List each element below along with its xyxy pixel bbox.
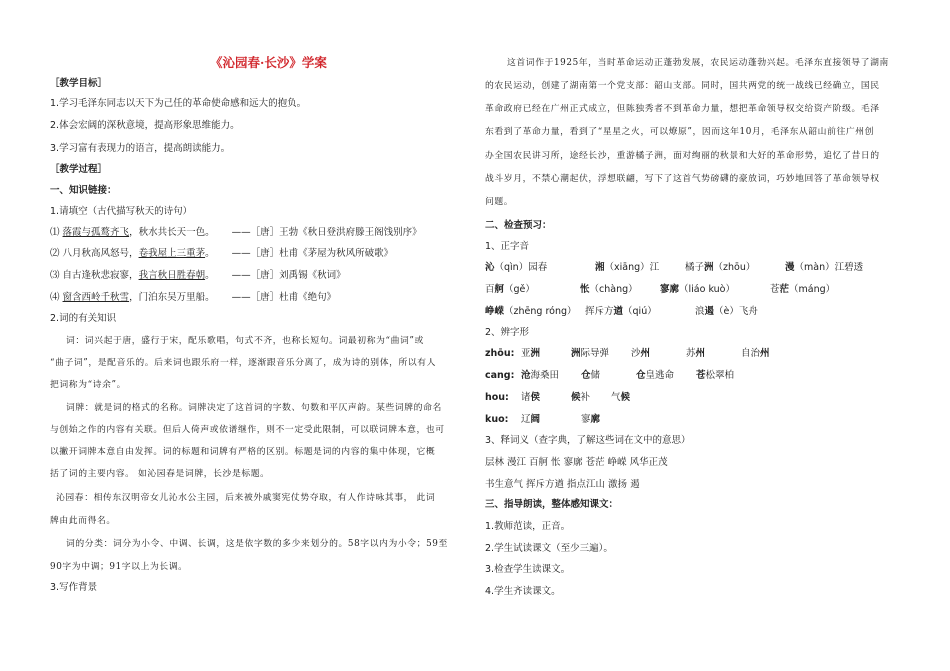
target-char: 州 <box>695 348 706 359</box>
plain-chars: 诸 <box>521 392 531 403</box>
character-form-row <box>485 370 756 382</box>
pronunciation-item <box>485 306 585 318</box>
pronunciation-row <box>485 262 885 274</box>
plain-chars: 挥斥方 <box>585 306 614 317</box>
plain-chars: 寥 <box>581 414 591 425</box>
background-line: 问题。 <box>485 197 514 207</box>
target-char: 怅 <box>580 284 590 295</box>
reading-item: 3.检查学生读课文。 <box>485 564 571 575</box>
target-char: 仓 <box>636 370 646 381</box>
background-line: 这首词作于1925年，当时革命运动正蓬勃发展，农民运动蓬勃兴起。毛泽东直接领导了湖南 <box>507 58 889 68</box>
page-title: 《沁园春·长沙》学案 <box>210 55 327 70</box>
ci-class-line: 词的分类：词分为小令、中调、长调，这是依字数的多少来划分的。58字以内为小令；59至 <box>66 539 448 549</box>
target-char: 湘 <box>595 262 605 273</box>
poem-num: ⑷ <box>50 292 60 303</box>
reading-item: 4.学生齐读课文。 <box>485 586 561 597</box>
poem-blank: 窗含西岭千秋雪 <box>62 292 130 303</box>
section-heading: 二、检查预习： <box>485 220 552 231</box>
word-item <box>636 370 696 382</box>
target-char: 州 <box>640 348 651 359</box>
ci-heading: 2.词的有关知识 <box>50 313 117 324</box>
pronunciation-row <box>485 306 795 318</box>
ci-class-line: 90字为中调；91字以上为长调。 <box>50 562 188 572</box>
pinyin: （zhōu） <box>713 262 756 273</box>
fill-heading: 1.请填空（古代描写秋天的诗句） <box>50 206 193 217</box>
target-char: 茫 <box>779 284 790 295</box>
word-item <box>521 348 571 360</box>
pronunciation-item <box>685 262 785 274</box>
plain-chars: 浪 <box>695 306 705 317</box>
word-item <box>571 348 631 360</box>
pronunciation-row <box>485 284 870 296</box>
character-form-row <box>485 348 801 360</box>
target-char: 候 <box>571 392 581 403</box>
cipai-paragraph-line: 括了词的主要内容。 如沁园春是词牌，长沙是标题。 <box>50 469 270 479</box>
word-item <box>521 414 581 426</box>
target-char: 廓 <box>590 414 601 425</box>
poem-num: ⑵ <box>50 248 60 259</box>
background-line: 战斗岁月，不禁心潮起伏，浮想联翩，写下了这首气势磅礴的豪放词，巧妙地回答了革命领导权 <box>485 174 880 184</box>
poem-line <box>50 292 336 304</box>
poem-num: ⑴ <box>50 227 60 238</box>
target-char: 苍 <box>696 370 706 381</box>
target-char: 遏 <box>704 306 715 317</box>
pinyin-label: zhōu: <box>485 348 515 359</box>
target-char: 洲 <box>704 262 714 273</box>
meaning-row: 层林 漫江 百舸 怅 寥廓 苍茫 峥嵘 风华正茂 <box>485 457 668 468</box>
target-char: 舸 <box>494 284 505 295</box>
target-char: 峥嵘 <box>485 306 505 317</box>
pronunciation-item <box>660 284 770 296</box>
pinyin: （màn）江碧透 <box>794 262 864 273</box>
target-char: 漫 <box>785 262 795 273</box>
character-form-row <box>485 392 661 404</box>
section-heading: 三、指导朗读，整体感知课文： <box>485 499 619 510</box>
pronunciation-item <box>585 306 695 318</box>
poem-source: ——［唐］刘禹锡《秋词》 <box>231 270 346 281</box>
poem-blank: 落霞与孤鹜齐飞 <box>62 227 130 238</box>
character-form-row <box>485 414 641 426</box>
target-char: 沧 <box>521 370 531 381</box>
word-item <box>521 392 571 404</box>
background-heading: 3.写作背景 <box>50 582 98 593</box>
plain-chars: 亚 <box>521 348 531 359</box>
background-line: 的农民运动，创建了湖南第一个党支部：韶山支部。同时，国共两党的统一战线已经确立，国民 <box>485 81 880 91</box>
target-char: 洲 <box>571 348 581 359</box>
pinyin: （zhēng róng） <box>504 306 577 317</box>
target-char: 候 <box>620 392 631 403</box>
plain-chars: 苏 <box>686 348 696 359</box>
word-item <box>696 370 756 382</box>
poem-line <box>50 248 393 260</box>
poem-rest: ，秋水共长天一色。 <box>129 227 215 238</box>
poem-blank: 卷我屋上三重茅 <box>138 248 206 259</box>
target-char: 洲 <box>530 348 541 359</box>
plain-chars: 际导弹 <box>580 348 610 359</box>
pinyin: （máng） <box>789 284 836 295</box>
target-char: 遒 <box>613 306 624 317</box>
background-line: 东看到了革命力量，看到了“星星之火，可以燎原”，因而这年10月，毛泽东从韶山前往广州创 <box>485 127 875 137</box>
poem-source: ——［唐］杜甫《绝句》 <box>231 292 337 303</box>
pronunciation-item <box>695 306 795 318</box>
goal-item: 2.体会宏阔的深秋意境，提高形象思维能力。 <box>50 120 240 131</box>
goals-heading: ［教学目标］ <box>50 78 108 89</box>
plain-chars: 海桑田 <box>530 370 560 381</box>
target-char: 侯 <box>530 392 541 403</box>
word-item <box>581 414 641 426</box>
pinyin: （è）飞舟 <box>714 306 758 317</box>
word-item <box>571 392 611 404</box>
pinyin: （qìn）园春 <box>494 262 548 273</box>
ci-paragraph-line: “曲子词”，是配音乐的。后来词也跟乐府一样，逐渐跟音乐分离了，成为诗的别体，所以有人 <box>50 358 437 368</box>
pronunciation-item <box>595 262 685 274</box>
poem-blank: 我言秋日胜春朝 <box>138 270 206 281</box>
pinyin: （liáo kuò） <box>679 284 735 295</box>
process-heading: ［教学过程］ <box>50 164 108 175</box>
pronunciation-item <box>785 262 885 274</box>
pinyin: （chàng） <box>589 284 638 295</box>
pronunciation-item <box>485 262 595 274</box>
target-char: 阔 <box>530 414 541 425</box>
word-item <box>686 348 741 360</box>
pronunciation-item <box>580 284 660 296</box>
pinyin: （gě） <box>504 284 535 295</box>
plain-chars: 自治 <box>741 348 761 359</box>
meaning-heading: 3、释词义（查字典，了解这些词在文中的意思） <box>485 435 691 446</box>
target-char: 仓 <box>581 370 591 381</box>
poem-pre: 自古逢秋悲寂寥， <box>62 270 139 281</box>
ci-paragraph-line: 词：词兴起于唐，盛行于宋，配乐歌唱，句式不齐，也称长短句。词最初称为“曲词”或 <box>66 336 424 346</box>
poem-line <box>50 270 346 282</box>
reading-item: 2.学生试读课文（至少三遍）。 <box>485 543 613 554</box>
cipai-paragraph-line: 与创始之作的内容有关联。但后人倚声或依谱继作，则不一定受此限制，可以联词牌本意，也可 <box>50 425 445 435</box>
plain-chars: 橘子 <box>685 262 705 273</box>
poem-rest: 。 <box>205 270 215 281</box>
ci-paragraph-line: 把词称为“诗余”。 <box>50 380 126 390</box>
goal-item: 1.学习毛泽东同志以天下为己任的革命使命感和远大的抱负。 <box>50 98 307 109</box>
background-line: 革命政府已经在广州正式成立，但陈独秀者不到革命力量，想把革命领导权交给资产阶级。毛泽 <box>485 104 880 114</box>
pinyin-label: hou: <box>485 392 509 403</box>
plain-chars: 沙 <box>631 348 641 359</box>
target-char: 寥廓 <box>660 284 680 295</box>
plain-chars: 皇逃命 <box>645 370 675 381</box>
pronunciation-item <box>485 284 580 296</box>
character-form-heading: 2、辨字形 <box>485 327 530 338</box>
plain-chars: 百 <box>485 284 495 295</box>
plain-chars: 辽 <box>521 414 531 425</box>
word-item <box>581 370 636 382</box>
pinyin: （xiāng）江 <box>604 262 660 273</box>
pronunciation-item <box>770 284 870 296</box>
reading-item: 1.教师范读，正音。 <box>485 521 571 532</box>
plain-chars: 储 <box>590 370 601 381</box>
word-item <box>611 392 661 404</box>
cipai-paragraph-line: 词牌：就是词的格式的名称。词牌决定了这首词的字数、句数和平仄声韵。某些词牌的命名 <box>66 403 442 413</box>
target-char: 沁 <box>485 262 495 273</box>
poem-rest: 。 <box>205 248 215 259</box>
poem-line <box>50 227 422 239</box>
target-char: 州 <box>760 348 770 359</box>
background-line: 办全国农民讲习所，途经长沙，重游橘子洲，面对绚丽的秋景和大好的革命形势，追忆了昔日的 <box>485 151 880 161</box>
poem-rest: ，门泊东吴万里船。 <box>129 292 215 303</box>
pronunciation-heading: 1、正字音 <box>485 241 530 252</box>
plain-chars: 松翠柏 <box>705 370 735 381</box>
cipai-paragraph-line: 以撇开词牌本意自由发挥。词的标题和词牌有严格的区别。标题是词的内容的集中体现，它概 <box>50 447 436 457</box>
pinyin: （qiú） <box>623 306 657 317</box>
qinyuanchun-line: 牌由此而得名。 <box>50 516 116 526</box>
word-item <box>741 348 801 360</box>
pinyin-label: kuo: <box>485 414 509 425</box>
poem-num: ⑶ <box>50 270 60 281</box>
poem-source: ——［唐］王勃《秋日登洪府滕王阁饯别序》 <box>231 227 422 238</box>
pinyin-label: cang: <box>485 370 515 381</box>
qinyuanchun-line: 沁园春：相传东汉明帝女儿沁水公主园，后来被外戚窦宪仗势夺取，有人作诗咏其事， 此词 <box>56 493 436 503</box>
poem-source: ——［唐］杜甫《茅屋为秋风所破歌》 <box>231 248 394 259</box>
poem-pre: 八月秋高风怒号， <box>62 248 139 259</box>
meaning-row: 书生意气 挥斥方遒 指点江山 激扬 遏 <box>485 479 640 490</box>
plain-chars: 气 <box>611 392 621 403</box>
word-item <box>521 370 581 382</box>
goal-item: 3.学习富有表现力的语言，提高朗读能力。 <box>50 143 231 154</box>
plain-chars: 苍 <box>770 284 780 295</box>
section-heading: 一、知识链接： <box>50 185 117 196</box>
plain-chars: 补 <box>580 392 591 403</box>
word-item <box>631 348 686 360</box>
